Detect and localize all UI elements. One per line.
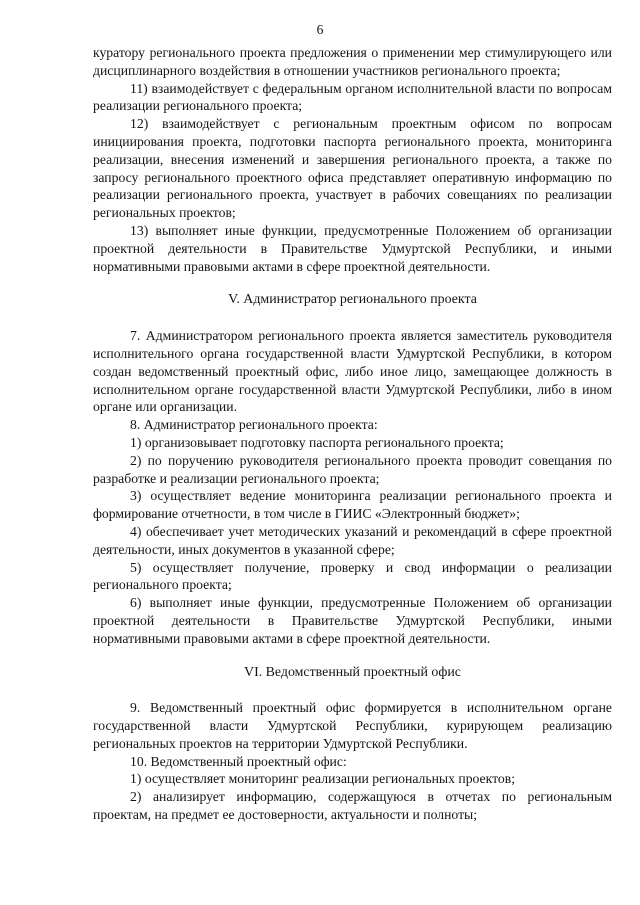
paragraph-7: 7. Администратором регионального проекта является заместитель руководителя исполнительного органа государственной власти Удмуртской Республики, в котором создан ведомственный проектный офис, либо иное лицо, замещающее должность в исполнительном органе государственной власти Удмуртской Республики, либо в ином органе или организации.	[93, 328, 612, 415]
admin-item-5: 5) осуществляет получение, проверку и свод информации о реализации регионального проекта;	[93, 559, 612, 593]
paragraph-continuation: куратору регионального проекта предложения о применении мер стимулирующего или дисциплинарного воздействия в отношении участников регионального проекта;	[93, 45, 612, 78]
admin-item-1: 1) организовывает подготовку паспорта регионального проекта;	[130, 434, 504, 450]
office-item-2: 2) анализирует информацию, содержащуюся в отчетах по региональным проектам, на предмет ее достоверности, актуальности и полноты;	[93, 789, 612, 823]
list-item-12: 12) взаимодействует с региональным проектным офисом по вопросам инициирования проекта, подготовки паспорта регионального проекта, мониторинга реализации, внесения изменений и завершения регионального проекта, а также по запросу регионального проектного офиса представляет оперативную информацию по реализации регионального проекта, участвует в рабочих совещаниях по реализации региональных проектов;	[93, 116, 612, 221]
admin-item-4: 4) обеспечивает учет методических указаний и рекомендаций в сфере проектной деятельности, иных документов в указанной сфере;	[93, 523, 612, 557]
page-number: 6	[316, 22, 324, 37]
paragraph-10: 10. Ведомственный проектный офис:	[130, 753, 347, 769]
paragraph-9: 9. Ведомственный проектный офис формируется в исполнительном органе государственной власти Удмуртской Республики, курирующем реализацию региональных проектов на территории Удмуртской Республики.	[93, 700, 612, 751]
office-item-1: 1) осуществляет мониторинг реализации региональных проектов;	[130, 771, 516, 787]
document-body	[93, 44, 612, 824]
admin-item-3: 3) осуществляет ведение мониторинга реализации регионального проекта и формирование отчетности, в том числе в ГИИС «Электронный бюджет»;	[93, 488, 612, 522]
list-item-13: 13) выполняет иные функции, предусмотренные Положением об организации проектной деятельности в Правительстве Удмуртской Республики, и иными нормативными правовыми актами в сфере проектной деятельности.	[93, 222, 612, 274]
admin-item-2: 2) по поручению руководителя регионального проекта проводит совещания по разработке и реализации регионального проекта;	[93, 452, 612, 486]
admin-item-6: 6) выполняет иные функции, предусмотренные Положением об организации проектной деятельности в Правительстве Удмуртской Республики, иными нормативными правовыми актами в сфере проектной деятельности.	[93, 595, 612, 646]
paragraph-8: 8. Администратор регионального проекта:	[130, 417, 378, 433]
section-heading-vi: VI. Ведомственный проектный офис	[244, 664, 461, 680]
list-item-11: 11) взаимодействует с федеральным органом исполнительной власти по вопросам реализации регионального проекта;	[93, 80, 612, 114]
section-heading-v: V. Администратор регионального проекта	[228, 292, 477, 308]
